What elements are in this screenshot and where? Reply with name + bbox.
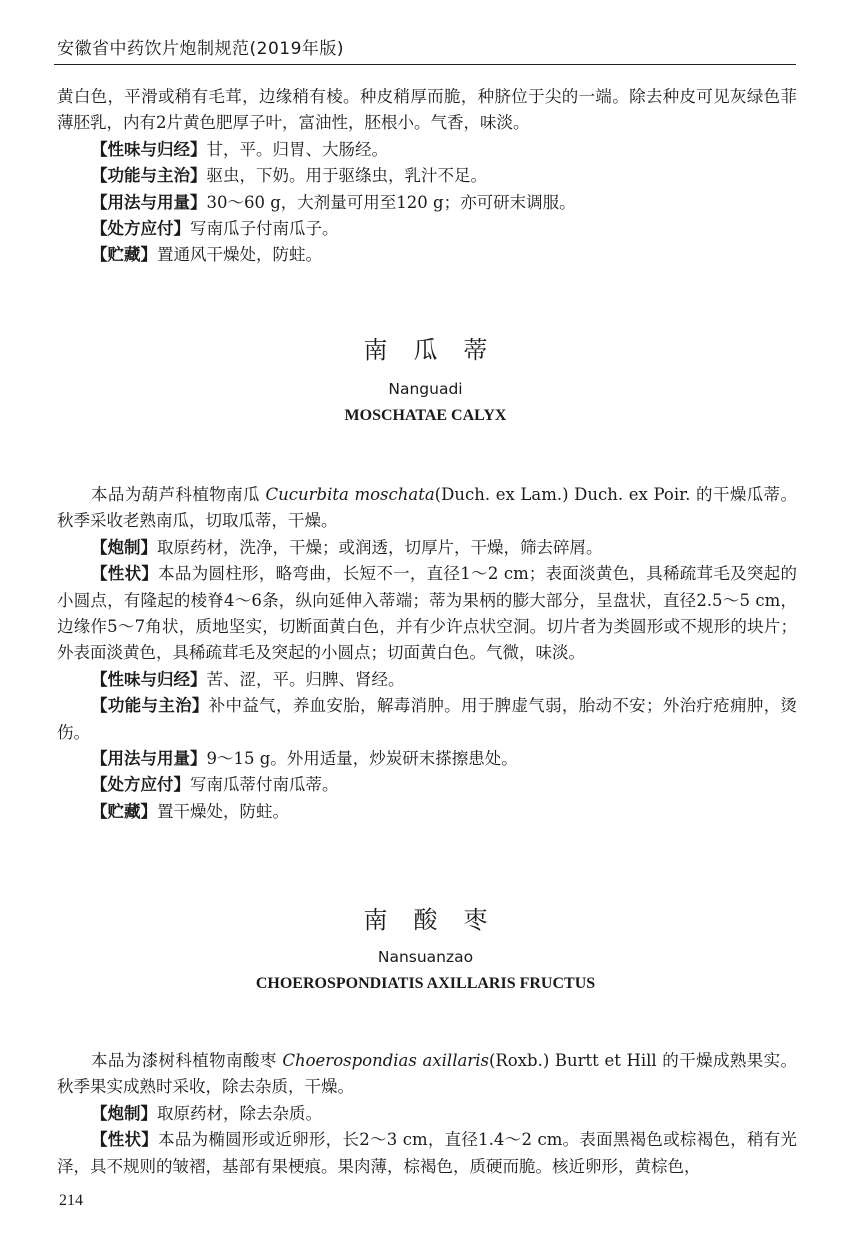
item-label: 【用法与用量】 bbox=[91, 192, 207, 212]
item-label: 【贮藏】 bbox=[91, 801, 157, 821]
item-label: 【用法与用量】 bbox=[91, 749, 207, 769]
item-processing bbox=[57, 535, 797, 561]
item-property-meridian bbox=[57, 137, 797, 163]
item-label: 【功能与主治】 bbox=[91, 696, 209, 716]
intro-text: (Roxb.) Burtt et Hill 的干燥成熟果实。秋季果实成熟时采收，除去杂质，干燥。 bbox=[57, 1051, 797, 1097]
item-storage bbox=[57, 242, 797, 268]
entry-latin-name: MOSCHATAE CALYX bbox=[344, 407, 507, 424]
item-processing bbox=[57, 1101, 797, 1127]
item-dosage bbox=[57, 746, 797, 772]
item-label: 【性味与归经】 bbox=[91, 669, 207, 689]
item-text: 9～15 g。外用适量，炒炭研末搽擦患处。 bbox=[206, 749, 518, 769]
item-text: 写南瓜子付南瓜子。 bbox=[190, 219, 339, 239]
item-prescription bbox=[57, 772, 797, 798]
item-characters bbox=[57, 561, 797, 667]
item-text: 取原药材，除去杂质。 bbox=[157, 1103, 322, 1123]
item-characters bbox=[57, 1127, 797, 1180]
running-head: 安徽省中药饮片炮制规范(2019年版) bbox=[57, 39, 345, 59]
page-number: 214 bbox=[59, 1192, 83, 1209]
intro-text: 本品为漆树科植物南酸枣 bbox=[91, 1051, 283, 1070]
intro-text: (Duch. ex Lam.) Duch. ex Poir. 的干燥瓜蒂。秋季采收老熟南瓜，切取瓜蒂，干燥。 bbox=[57, 485, 797, 531]
item-text: 驱虫，下奶。用于驱绦虫，乳汁不足。 bbox=[206, 166, 487, 186]
item-text: 甘，平。归胃、大肠经。 bbox=[206, 139, 388, 159]
entry-title: 南酸枣 bbox=[363, 906, 514, 934]
item-label: 【处方应付】 bbox=[91, 775, 190, 795]
entry-intro bbox=[57, 482, 797, 535]
header-rule bbox=[54, 64, 796, 65]
item-label: 【处方应付】 bbox=[91, 219, 190, 239]
species-name: Cucurbita moschata bbox=[265, 485, 435, 504]
entry-body bbox=[57, 1048, 797, 1180]
item-text: 置通风干燥处，防蛀。 bbox=[157, 245, 322, 265]
entry-title: 南瓜蒂 bbox=[363, 336, 514, 364]
item-text: 补中益气，养血安胎，解毒消肿。用于脾虚气弱，胎动不安；外治疔疮痈肿，烫伤。 bbox=[57, 696, 798, 742]
item-label: 【炮制】 bbox=[91, 1103, 157, 1123]
item-text: 取原药材，洗净，干燥；或润透，切厚片，干燥，筛去碎屑。 bbox=[157, 537, 603, 557]
item-label: 【功能与主治】 bbox=[91, 166, 207, 186]
item-label: 【贮藏】 bbox=[91, 245, 157, 265]
item-prescription bbox=[57, 216, 797, 242]
intro-text: 本品为葫芦科植物南瓜 bbox=[91, 485, 266, 504]
entry-body bbox=[57, 482, 797, 825]
item-function bbox=[57, 693, 797, 746]
entry-pinyin: Nanguadi bbox=[388, 380, 463, 398]
entry-latin-name: CHOEROSPONDIATIS AXILLARIS FRUCTUS bbox=[255, 975, 596, 992]
item-text: 写南瓜蒂付南瓜蒂。 bbox=[190, 775, 339, 795]
item-property-meridian bbox=[57, 667, 797, 693]
item-text: 30～60 g，大剂量可用至120 g；亦可研末调服。 bbox=[206, 192, 576, 212]
continued-section bbox=[57, 84, 797, 269]
item-label: 【炮制】 bbox=[91, 537, 157, 557]
item-function bbox=[57, 163, 797, 189]
species-name: Choerospondias axillaris bbox=[282, 1051, 489, 1070]
item-text: 置干燥处，防蛀。 bbox=[157, 801, 289, 821]
item-storage bbox=[57, 799, 797, 825]
item-text: 本品为圆柱形，略弯曲，长短不一，直径1～2 cm；表面淡黄色，具稀疏茸毛及突起的小圆点，有隆起的棱脊4～6条，纵向延伸入蒂端；蒂为果柄的膨大部分，呈盘状，直径2.5～5 cm，边缘作5～7角状，质地坚实，切断面黄白色，并有少许点状空洞。切片者为类圆形或不规形的块片；外表面淡黄色，具稀疏茸毛及突起的小圆点；切面黄白色。气微，味淡。 bbox=[57, 564, 797, 663]
entry-pinyin: Nansuanzao bbox=[377, 948, 474, 966]
item-text: 苦、涩，平。归脾、肾经。 bbox=[206, 669, 405, 689]
item-dosage bbox=[57, 190, 797, 216]
item-label: 【性状】 bbox=[91, 1130, 159, 1150]
continued-paragraph: 黄白色，平滑或稍有毛茸，边缘稍有棱。种皮稍厚而脆，种脐位于尖的一端。除去种皮可见灰绿色菲薄胚乳，内有2片黄色肥厚子叶，富油性，胚根小。气香，味淡。 bbox=[57, 87, 797, 133]
item-label: 【性状】 bbox=[91, 564, 159, 584]
entry-intro bbox=[57, 1048, 797, 1101]
item-text: 本品为椭圆形或近卵形，长2～3 cm，直径1.4～2 cm。表面黑褐色或棕褐色，稍有光泽，具不规则的皱褶，基部有果梗痕。果肉薄，棕褐色，质硬而脆。核近卵形，黄棕色， bbox=[57, 1130, 798, 1176]
item-label: 【性味与归经】 bbox=[91, 139, 207, 159]
